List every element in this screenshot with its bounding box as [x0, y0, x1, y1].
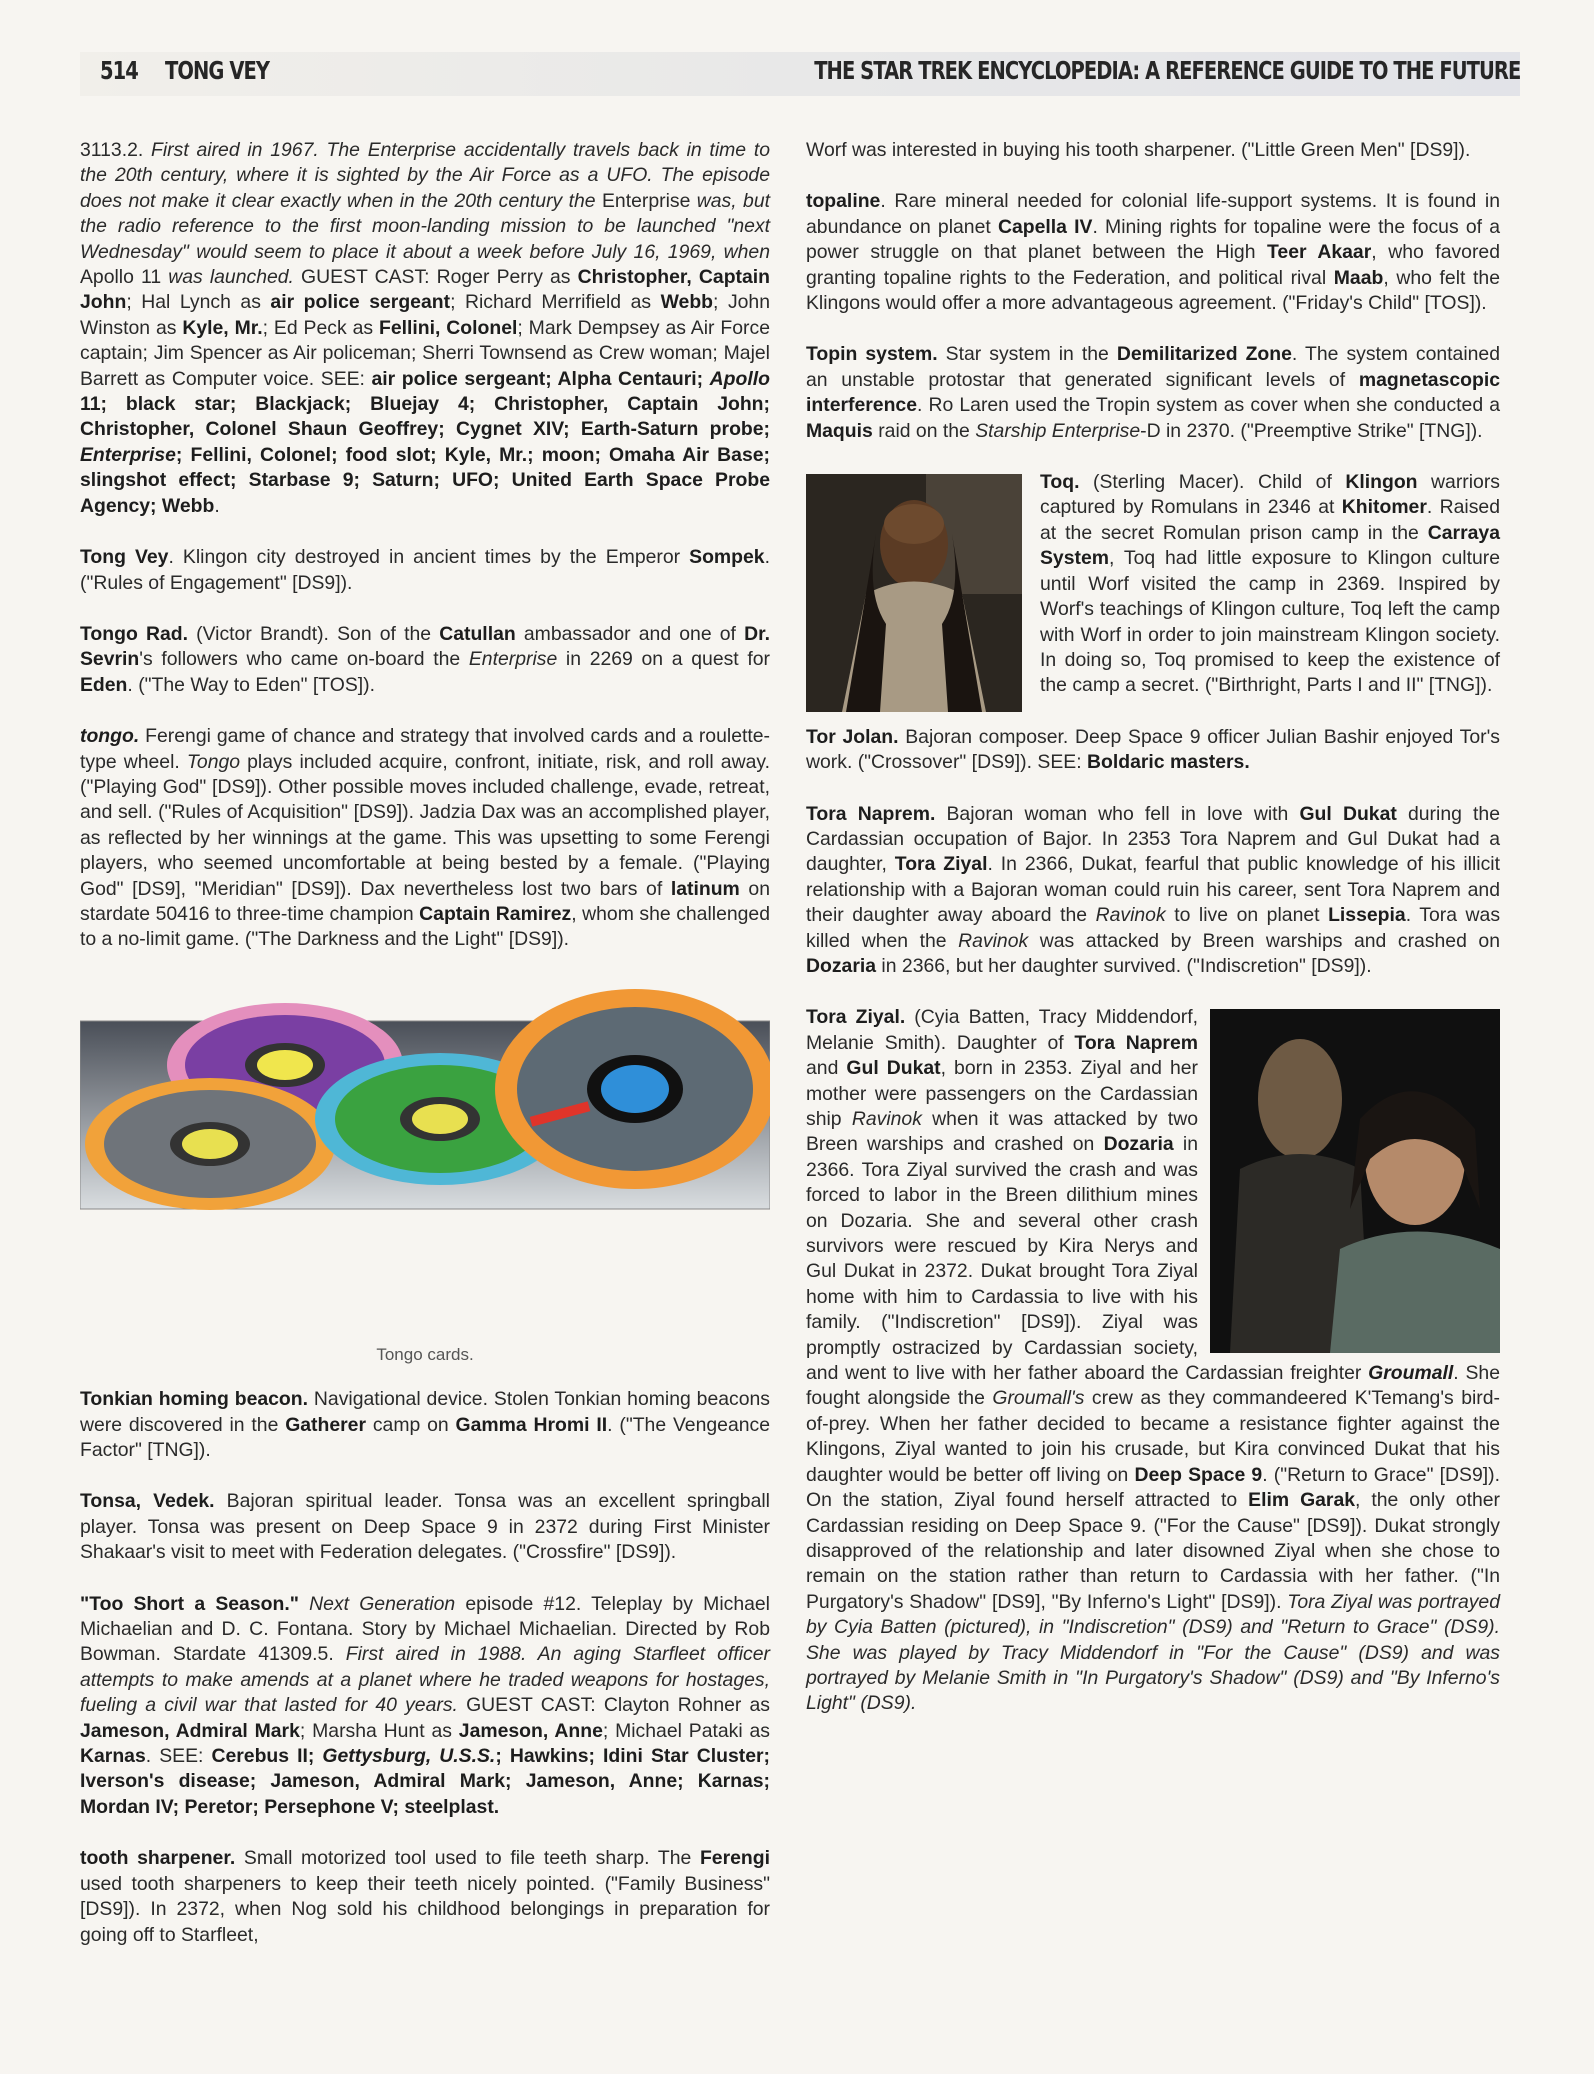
entry-heading: Toq. — [1040, 471, 1080, 494]
running-head-right: THE STAR TREK ENCYCLOPEDIA: A REFERENCE GUIDE TO THE FUTURE — [813, 56, 1520, 85]
entry-heading: Tor Jolan. — [806, 725, 899, 748]
toq-photo — [806, 474, 1022, 712]
left-column — [80, 138, 770, 1948]
running-head-left: TONG VEY — [165, 56, 270, 85]
entry-topaline: topaline. Rare mineral needed for colonial life-support systems. It is found in abundance on planet Capella IV. Mining rights for topaline were the focus of a power struggle on that planet between the High Teer Akaar, who favored granting topaline rights to the Federation, and political rival Maab, who felt the Klingons would offer a more advantageous agreement. ("Friday's Child" [TOS]). — [806, 190, 1501, 315]
entry-heading: Tonkian homing beacon. — [80, 1388, 308, 1411]
entry-tooth-sharpener-continued: Worf was interested in buying his tooth sharpener. ("Little Green Men" [DS9]). — [806, 139, 1471, 161]
entry-heading: tooth sharpener. — [80, 1847, 236, 1870]
entry-tongo: tongo. Ferengi game of chance and strategy that involved cards and a roulette-type wheel. Tongo plays included acquire, confront, initiate, risk, and roll away. ("Playing God" [DS9]). Other possible moves included challenge, evade, retreat, and sell. ("Rules of Acquisition" [DS9]). Jadzia Dax was an accomplished player, as reflected by her winnings at the game. This was upsetting to some Ferengi players, who seemed uncomfortable at being bested by a female. ("Playing God" [DS9], "Meridian" [DS9]). Dax nevertheless lost two bars of latinum on stardate 50416 to three-time champion Captain Ramirez, whom she challenged to a no-limit game. ("The Darkness and the Light" [DS9]). — [80, 725, 770, 951]
ziyal-photo — [1210, 1009, 1500, 1353]
entry-heading: Topin system. — [806, 343, 938, 366]
entry-tonkian-homing-beacon: Tonkian homing beacon. Navigational device. Stolen Tonkian homing beacons were discovered in the Gatherer camp on Gamma Hromi II. ("The Vengeance Factor" [TNG]). — [80, 1388, 770, 1461]
tongo-card-blue — [495, 989, 770, 1189]
entry-heading: Tongo Rad. — [80, 622, 188, 645]
right-column — [806, 138, 1500, 1717]
entry-heading: tongo. — [80, 725, 140, 748]
tongo-card-grey — [85, 1078, 335, 1210]
entry-tooth-sharpener: tooth sharpener. Small motorized tool used to file teeth sharp. The Ferengi used tooth sharpeners to keep their teeth nicely pointed. ("Family Business" [DS9]). In 2372, when Nog sold his childhood belongings in preparation for going off to Starfleet, — [80, 1847, 770, 1946]
tongo-cards-photo — [80, 959, 770, 1334]
entry-heading: Tong Vey — [80, 546, 169, 569]
entry-too-short-a-season: "Too Short a Season." Next Generation episode #12. Teleplay by Michael Michaelian and D. C. Fontana. Story by Michael Michaelian. Directed by Rob Bowman. Stardate 41309.5. First aired in 1988. An aging Starfleet officer attempts to make amends at a planet where he traded weapons for hostages, fueling a civil war that lasted for 40 years. GUEST CAST: Clayton Rohner as Jameson, Admiral Mark; Marsha Hunt as Jameson, Anne; Michael Pataki as Karnas. SEE: Cerebus II; Gettysburg, U.S.S.; Hawkins; Idini Star Cluster; Iverson's disease; Jameson, Admiral Mark; Jameson, Anne; Karnas; Mordan IV; Peretor; Persephone V; steelplast. — [80, 1592, 770, 1818]
entry-toq: Toq. (Sterling Macer). Child of Klingon warriors captured by Romulans in 2346 at Khitomer. Raised at the secret Romulan prison camp in the Carraya System, Toq had little exposure to Klingon culture until Worf visited the camp in 2369. Inspired by Worf's teachings of Klingon culture, Toq left the camp with Worf in order to join mainstream Klingon society. In doing so, Toq promised to keep the existence of the camp a secret. ("Birthright, Parts I and II" [TNG]). — [806, 470, 1500, 699]
running-header — [80, 52, 1520, 96]
entry-tongo-rad: Tongo Rad. (Victor Brandt). Son of the Catullan ambassador and one of Dr. Sevrin's followers who came on-board the Enterprise in 2269 on a quest for Eden. ("The Way to Eden" [TOS]). — [80, 622, 770, 696]
entry-heading: Tora Ziyal. — [806, 1006, 906, 1029]
figure-caption: Tongo cards. — [376, 1344, 474, 1364]
entry-tora-ziyal: Tora Ziyal. (Cyia Batten, Tracy Middendorf, Melanie Smith). Daughter of Tora Naprem and Gul Dukat, born in 2353. Ziyal and her mother were passengers on the Cardassian ship Ravinok when it was attacked by two Breen warships and crashed on Dozaria in 2366. Tora Ziyal survived the crash and was forced to labor in the Breen dilithium mines on Dozaria. She and several other crash survivors were rescued by Kira Nerys and Gul Dukat in 2372. Dukat brought Tora Ziyal home with him to Cardassia to live with his family. ("Indiscretion" [DS9]). Ziyal was promptly ostracized by Cardassian society, and went to live with her father aboard the Cardassian freighter Groumall. She fought alongside the Groumall's crew as they commandeered K'Temang's bird-of-prey. When her father decided to became a resistance fighter against the Klingons, Ziyal wanted to join his crusade, but Kira convinced Dukat that his daughter would be better off living on Deep Space 9. ("Return to Grace" [DS9]). On the station, Ziyal found herself attracted to Elim Garak, the only other Cardassian residing on Deep Space 9. ("For the Cause" [DS9]). Dukat strongly disapproved of the relationship and later disowned Ziyal when she chose to remain on the station rather than return to Cardassia with her father. ("In Purgatory's Shadow" [DS9], "By Inferno's Light" [DS9]). Tora Ziyal was portrayed by Cyia Batten (pictured), in "Indiscretion" (DS9) and "Return to Grace" (DS9). She was played by Tracy Middendorf in "For the Cause" (DS9) and was portrayed by Melanie Smith in "In Purgatory's Shadow" (DS9) and "By Inferno's Light" (DS9). — [806, 1006, 1501, 1715]
page-number: 514 — [100, 56, 138, 85]
entry-heading: topaline — [806, 190, 881, 213]
entry-tor-jolan: Tor Jolan. Bajoran composer. Deep Space 9 officer Julian Bashir enjoyed Tor's work. ("Crossover" [DS9]). SEE: Boldaric masters. — [806, 725, 1500, 774]
entry-heading: Tonsa, Vedek. — [80, 1490, 215, 1513]
entry-tong-vey: Tong Vey. Klingon city destroyed in ancient times by the Emperor Sompek. ("Rules of Engagement" [DS9]). — [80, 546, 770, 594]
entry-tora-naprem: Tora Naprem. Bajoran woman who fell in love with Gul Dukat during the Cardassian occupation of Bajor. In 2353 Tora Naprem and Gul Dukat had a daughter, Tora Ziyal. In 2366, Dukat, fearful that public knowledge of his illicit relationship with a Bajoran woman could ruin his career, sent Tora Naprem and their daughter away aboard the Ravinok to live on planet Lissepia. Tora was killed when the Ravinok was attacked by Breen warships and crashed on Dozaria in 2366, but her daughter survived. ("Indiscretion" [DS9]). — [806, 802, 1501, 977]
entry-tonsa-vedek: Tonsa, Vedek. Bajoran spiritual leader. Tonsa was an excellent springball player. Tonsa was present on Deep Space 9 in 2372 during First Minister Shakaar's visit to meet with Federation delegates. ("Crossfire" [DS9]). — [80, 1490, 770, 1564]
tongo-cards-illustration — [80, 959, 770, 1334]
entry-topin-system: Topin system. Star system in the Demilitarized Zone. The system contained an unstable protostar that generated significant levels of magnetascopic interference. Ro Laren used the Tropin system as cover when she conducted a Maquis raid on the Starship Enterprise-D in 2370. ("Preemptive Strike" [TNG]). — [806, 343, 1500, 442]
entry-heading: "Too Short a Season." — [80, 1592, 299, 1615]
entry-tomorrow-continued: 3113.2. First aired in 1967. The Enterprise accidentally travels back in time to the 20th century, where it is sighted by the Air Force as a UFO. The episode does not make it clear exactly when in the 20th century the Enterprise was, but the radio reference to the first moon-landing mission to be launched "next Wednesday" would seem to place it about a week before July 16, 1969, when Apollo 11 was launched. GUEST CAST: Roger Perry as Christopher, Captain John; Hal Lynch as air police sergeant; Richard Merrifield as Webb; John Winston as Kyle, Mr.; Ed Peck as Fellini, Colonel; Mark Dempsey as Air Force captain; Jim Spencer as Air policeman; Sherri Townsend as Crew woman; Majel Barrett as Computer voice. SEE: air police sergeant; Alpha Centauri; Apollo 11; black star; Blackjack; Bluejay 4; Christopher, Captain John; Christopher, Colonel Shaun Geoffrey; Cygnet XIV; Earth-Saturn probe; Enterprise; Fellini, Colonel; food slot; Kyle, Mr.; moon; Omaha Air Base; slingshot effect; Starbase 9; Saturn; UFO; United Earth Space Probe Agency; Webb. — [80, 139, 771, 517]
entry-heading: Tora Naprem. — [806, 802, 936, 825]
